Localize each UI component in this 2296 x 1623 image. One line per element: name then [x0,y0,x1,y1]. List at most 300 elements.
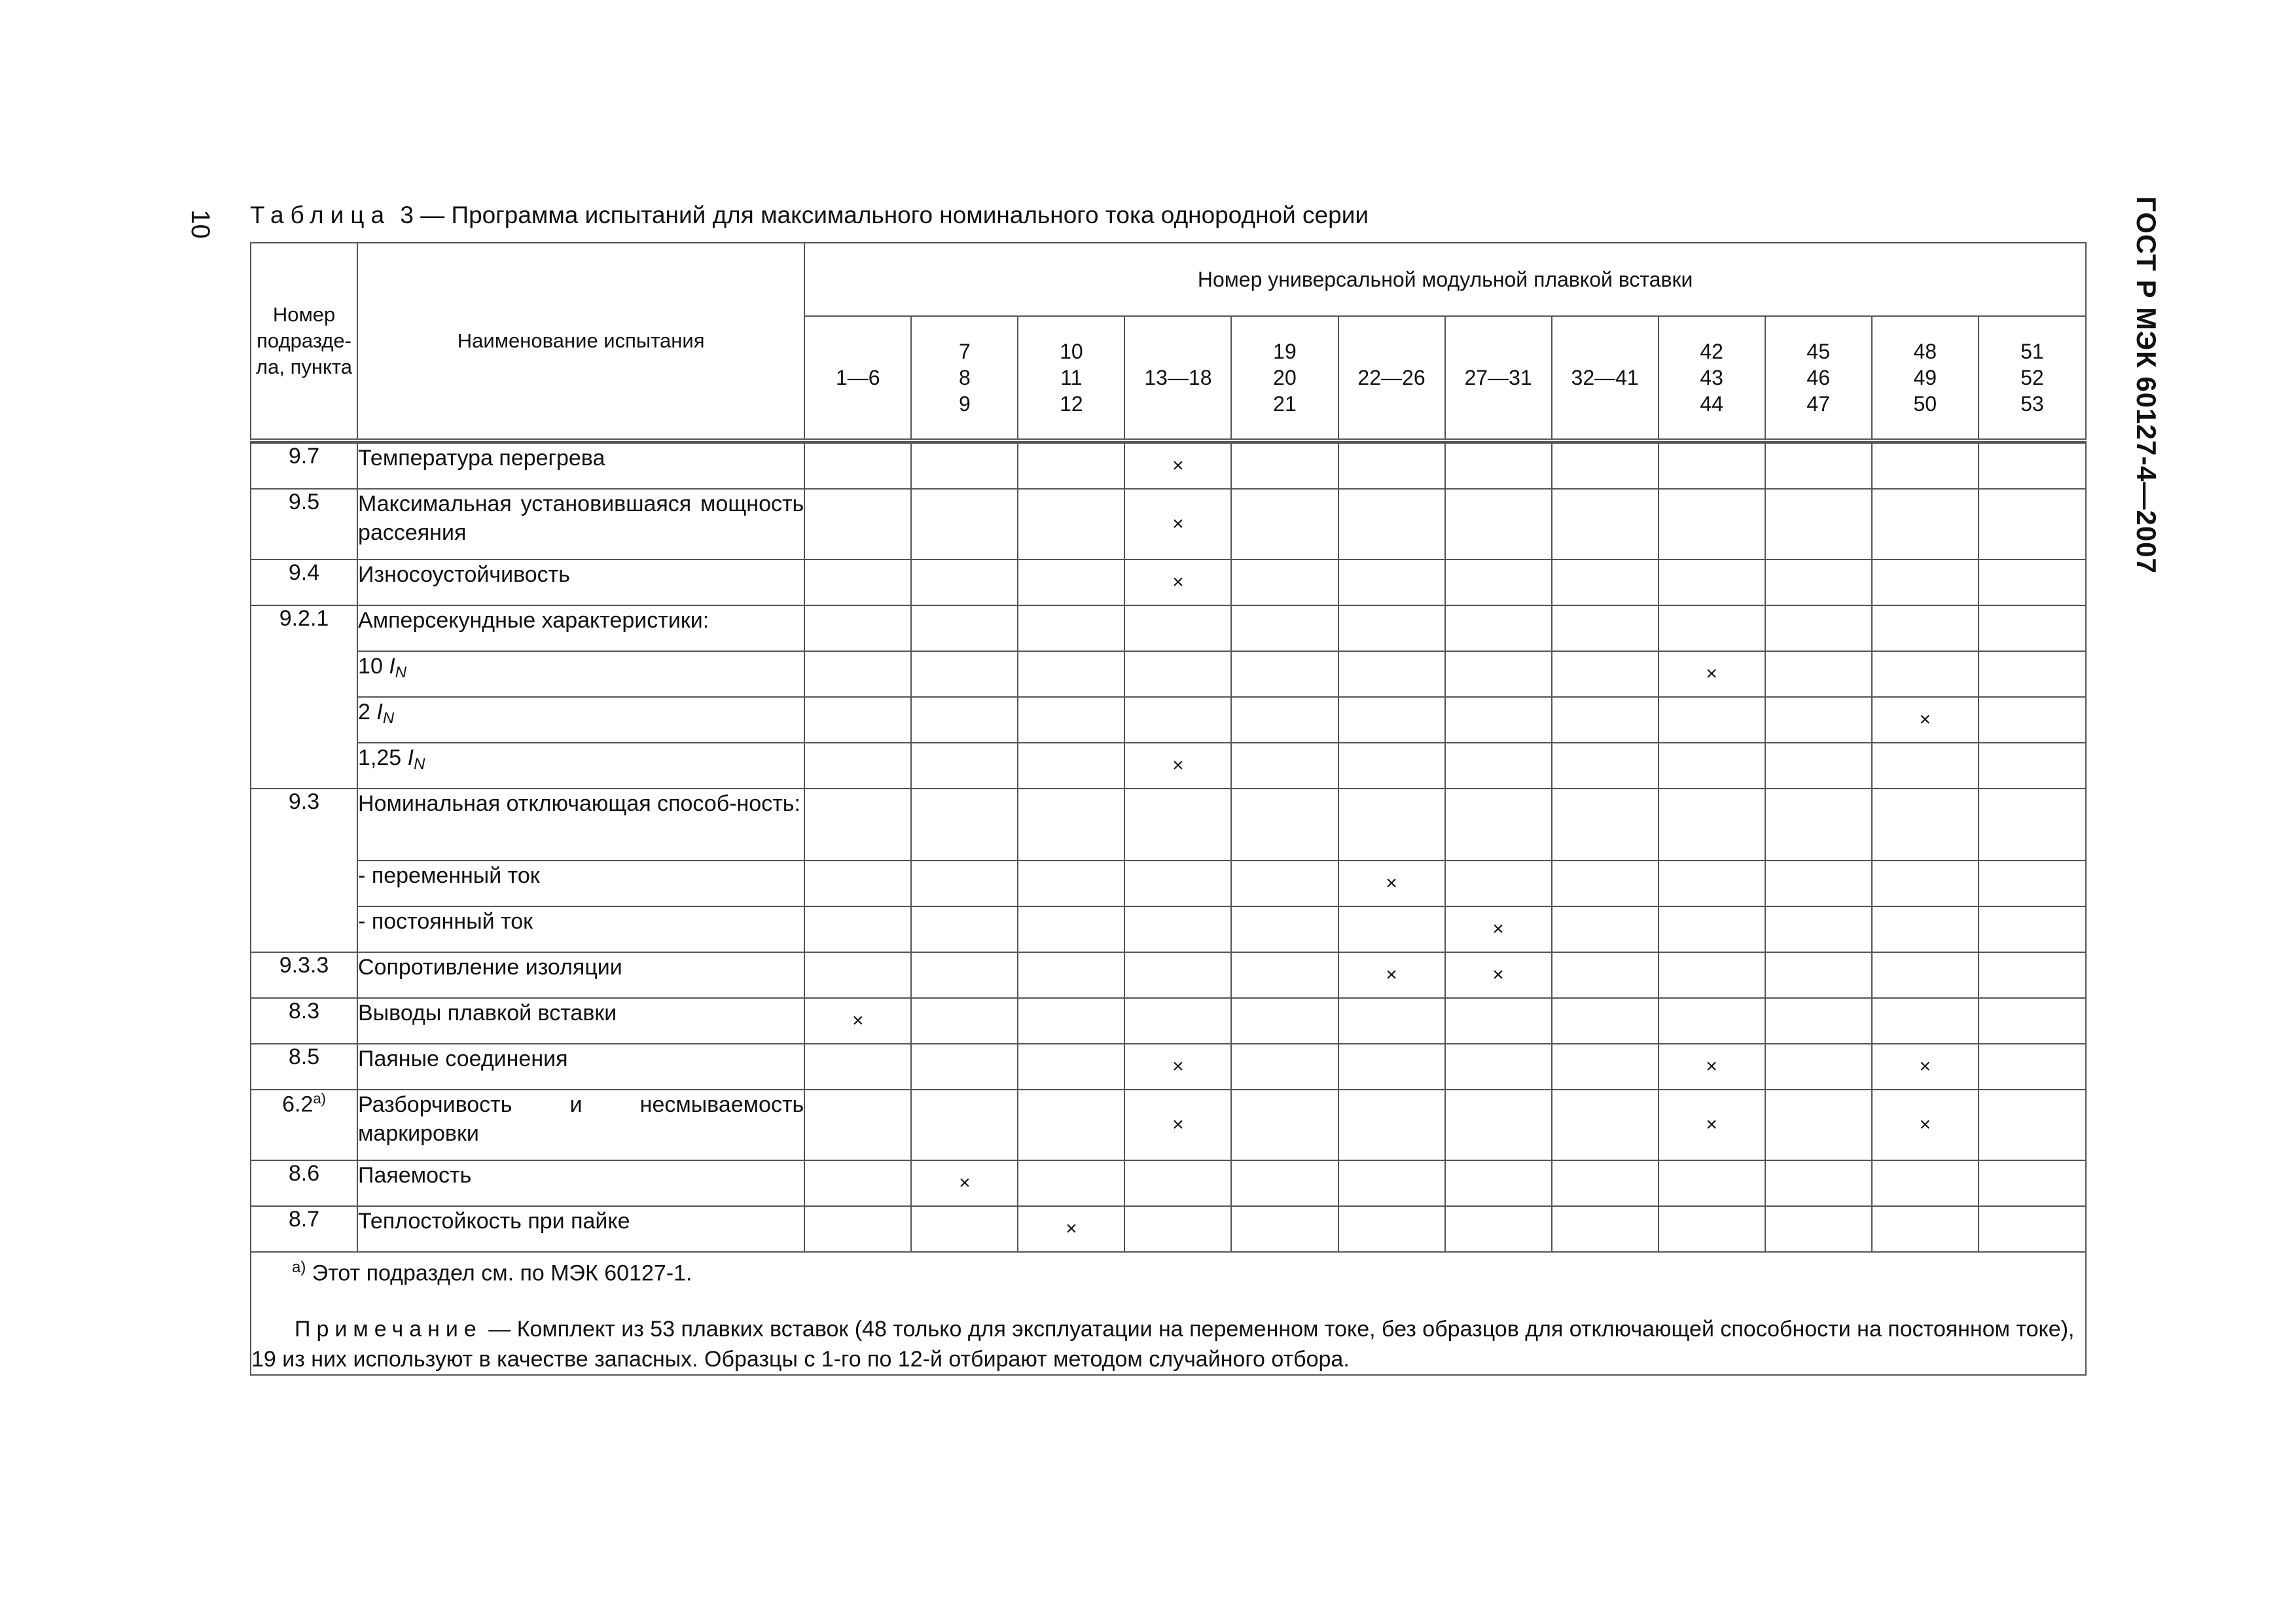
table-row [251,1090,2086,1160]
test-name-cell [357,743,804,789]
mark-cell [1552,1160,1659,1206]
mark-cell [1124,651,1231,697]
table-row [251,861,2086,906]
mark-cell [1872,906,1979,952]
footnote-reference: а) [313,1090,326,1107]
mark-cell [1765,743,1872,789]
mark-cell [1338,952,1445,998]
mark-cell [1979,697,2086,743]
mark-cell [1659,1090,1765,1160]
test-name: Сопротивление изоляции [358,955,622,980]
current-subscript: N [395,664,407,681]
test-name-cell [357,1090,804,1160]
mark-cell [1552,605,1659,651]
table-footer [251,1252,2086,1375]
test-name-cell [357,1206,804,1252]
section-number: 9.2.1 [279,606,329,631]
mark-cell [1231,605,1338,651]
current-symbol: I [376,700,383,724]
mark-cell [1552,743,1659,789]
table-body [251,443,2086,1252]
sample-header: 10 11 12 [1018,316,1124,440]
mark-cell [1979,651,2086,697]
mark-cell [1338,1090,1445,1160]
mark-cell [1979,1206,2086,1252]
test-mark: × [852,1010,864,1031]
mark-cell [1872,651,1979,697]
footnote-marker: а) [292,1258,306,1276]
mark-cell [1124,952,1231,998]
section-number: 9.3.3 [279,953,329,978]
mark-cell [1018,1090,1124,1160]
mark-cell [1124,906,1231,952]
section-number-cell [251,998,357,1044]
mark-cell [1124,1206,1231,1252]
sample-header: 19 20 21 [1231,316,1338,440]
mark-cell [1659,1206,1765,1252]
mark-cell [1765,906,1872,952]
test-name: Номинальная отключающая способ-ность: [358,791,800,816]
section-number: 8.6 [288,1161,320,1186]
mark-cell [1979,789,2086,861]
mark-cell [1765,1206,1872,1252]
mark-cell [911,952,1018,998]
mark-cell [1765,443,1872,489]
mark-cell [804,489,911,560]
mark-cell [911,1044,1018,1090]
mark-cell [1979,906,2086,952]
mark-cell [1445,789,1552,861]
current-symbol: I [407,745,414,770]
mark-cell [1231,789,1338,861]
mark-cell [1231,743,1338,789]
section-number-cell [251,605,357,789]
mark-cell [1018,560,1124,605]
test-mark: × [1919,1056,1931,1077]
mark-cell [911,998,1018,1044]
mark-cell [1552,952,1659,998]
table-row [251,560,2086,605]
current-multiplier: 2 [358,700,377,724]
mark-cell [1979,861,2086,906]
mark-cell [1445,1206,1552,1252]
mark-cell [1338,489,1445,560]
test-mark: × [1172,455,1184,476]
mark-cell [1338,651,1445,697]
mark-cell [804,443,911,489]
test-name-cell [357,906,804,952]
sample-header: 51 52 53 [1979,316,2086,440]
test-mark: × [1706,663,1717,685]
mark-cell [1552,789,1659,861]
table-row [251,605,2086,651]
section-number: 9.3 [288,789,320,814]
test-name-cell [357,998,804,1044]
mark-cell [1445,560,1552,605]
mark-cell [804,743,911,789]
mark-cell [1231,952,1338,998]
mark-cell [1659,861,1765,906]
mark-cell [1552,1090,1659,1160]
mark-cell [804,697,911,743]
mark-cell [911,861,1018,906]
test-program-table [250,242,2087,1376]
mark-cell [911,443,1018,489]
mark-cell [1231,651,1338,697]
test-mark: × [1706,1056,1717,1077]
test-name-cell [357,789,804,861]
sample-header: 42 43 44 [1659,316,1765,440]
mark-cell [1979,443,2086,489]
mark-cell [1659,952,1765,998]
mark-cell [911,560,1018,605]
test-mark: × [1706,1114,1717,1135]
test-mark: × [1492,918,1504,940]
mark-cell [911,789,1018,861]
mark-cell [1124,1160,1231,1206]
mark-cell [1659,605,1765,651]
mark-cell [1338,1044,1445,1090]
mark-cell [804,651,911,697]
mark-cell [911,1160,1018,1206]
test-name-cell [357,605,804,651]
mark-cell [1872,743,1979,789]
section-number: 9.5 [288,490,320,514]
section-number-cell [251,560,357,605]
sample-header: 32—41 [1552,316,1659,440]
mark-cell [1659,443,1765,489]
mark-cell [1338,743,1445,789]
mark-cell [1872,952,1979,998]
page-number: 10 [185,209,215,239]
mark-cell [1552,861,1659,906]
test-mark: × [1172,1114,1184,1135]
section-number-cell [251,443,357,489]
mark-cell [804,1044,911,1090]
mark-cell [1018,743,1124,789]
test-name-cell [357,443,804,489]
mark-cell [1231,1160,1338,1206]
mark-cell [1552,1206,1659,1252]
mark-cell [1979,1160,2086,1206]
mark-cell [1659,998,1765,1044]
mark-cell [1979,952,2086,998]
test-name: - постоянный ток [358,909,533,934]
test-name: Износоустойчивость [358,562,570,587]
mark-cell [1124,998,1231,1044]
mark-cell [1659,489,1765,560]
mark-cell [804,605,911,651]
mark-cell [1124,789,1231,861]
mark-cell [1765,998,1872,1044]
mark-cell [911,906,1018,952]
test-name: Выводы плавкой вставки [358,1001,617,1026]
mark-cell [911,489,1018,560]
mark-cell [911,743,1018,789]
section-number-cell [251,952,357,998]
mark-cell [1124,605,1231,651]
mark-cell [1124,861,1231,906]
mark-cell [1979,489,2086,560]
table-row [251,998,2086,1044]
mark-cell [1659,743,1765,789]
note-text: — Комплект из 53 плавких вставок (48 только для эксплуатации на переменном токе, без образцов для отключающей способности на постоянном токе), 19 из них используют в качестве запасных. Образцы с 1-го по 12-й отбирают методом случайного отбора. [251,1317,2075,1372]
mark-cell [1659,651,1765,697]
mark-cell [1872,998,1979,1044]
mark-cell [1124,743,1231,789]
mark-cell [1979,1044,2086,1090]
table-row [251,651,2086,697]
mark-cell [1231,1206,1338,1252]
section-number: 9.7 [288,444,320,469]
mark-cell [1338,560,1445,605]
mark-cell [1872,861,1979,906]
current-subscript: N [382,709,395,727]
mark-cell [1124,443,1231,489]
test-name: Температура перегрева [358,446,605,471]
test-mark: × [1919,1114,1931,1135]
test-name: Амперсекундные характеристики: [358,608,709,633]
test-name-cell [357,1160,804,1206]
mark-cell [1765,697,1872,743]
mark-cell [1231,861,1338,906]
footnote-text: Этот подраздел см. по МЭК 60127-1. [312,1260,692,1286]
mark-cell [1872,1206,1979,1252]
mark-cell [911,697,1018,743]
test-mark: × [1172,1056,1184,1077]
mark-cell [1231,906,1338,952]
note [251,1314,2085,1374]
sample-header: 7 8 9 [911,316,1018,440]
test-name-cell [357,651,804,697]
mark-cell [1765,605,1872,651]
mark-cell [1231,560,1338,605]
section-number: 8.3 [288,999,320,1024]
mark-cell [1765,651,1872,697]
table-row [251,1206,2086,1252]
mark-cell [1659,1160,1765,1206]
mark-cell [1018,489,1124,560]
mark-cell [1765,1090,1872,1160]
mark-cell [1872,1160,1979,1206]
mark-cell [1338,1206,1445,1252]
mark-cell [1552,560,1659,605]
mark-cell [911,1090,1018,1160]
mark-cell [1872,560,1979,605]
test-mark: × [1386,872,1397,894]
section-number-cell [251,1090,357,1160]
mark-cell [1765,560,1872,605]
mark-cell [1124,560,1231,605]
mark-cell [804,906,911,952]
mark-cell [1018,443,1124,489]
table-row [251,743,2086,789]
note-label: Примечание [295,1317,482,1342]
mark-cell [1445,489,1552,560]
mark-cell [1445,1090,1552,1160]
mark-cell [1552,697,1659,743]
sample-header: 48 49 50 [1872,316,1979,440]
mark-cell [1552,906,1659,952]
current-symbol: I [389,654,395,679]
mark-cell [1338,906,1445,952]
mark-cell [1445,1160,1552,1206]
mark-cell [911,605,1018,651]
test-mark: × [1172,755,1184,776]
table-row [251,489,2086,560]
mark-cell [1018,605,1124,651]
mark-cell [1018,697,1124,743]
section-number: 6.2 [282,1092,314,1117]
mark-cell [1552,489,1659,560]
mark-cell [1124,489,1231,560]
section-number-cell [251,1044,357,1090]
mark-cell [1018,998,1124,1044]
mark-cell [1231,697,1338,743]
mark-cell [1445,651,1552,697]
mark-cell [1872,1044,1979,1090]
mark-cell [1338,697,1445,743]
mark-cell [804,1090,911,1160]
current-multiplier: 10 [358,654,389,679]
mark-cell [1445,605,1552,651]
test-name: Максимальная установившаяся мощность рассеяния [358,491,804,545]
mark-cell [1765,952,1872,998]
mark-cell [1552,1044,1659,1090]
mark-cell [804,952,911,998]
mark-cell [1231,489,1338,560]
test-name: Теплостойкость при пайке [358,1209,630,1234]
mark-cell [1765,789,1872,861]
section-number-cell [251,489,357,560]
mark-cell [1231,1090,1338,1160]
mark-cell [804,1206,911,1252]
mark-cell [911,651,1018,697]
mark-cell [1979,998,2086,1044]
mark-cell [804,789,911,861]
mark-cell [1231,1044,1338,1090]
footnote [251,1253,2085,1288]
header-section-number: Номер подразде-ла, пункта [251,243,357,440]
mark-cell [1979,1090,2086,1160]
caption-number: 3 [400,202,414,228]
mark-cell [1659,789,1765,861]
mark-cell [1445,952,1552,998]
mark-cell [1659,906,1765,952]
mark-cell [1445,998,1552,1044]
mark-cell [1765,489,1872,560]
test-name-cell [357,489,804,560]
mark-cell [1338,1160,1445,1206]
test-name: - переменный ток [358,863,540,888]
caption-label: Таблица [250,202,391,228]
mark-cell [1018,861,1124,906]
mark-cell [1338,998,1445,1044]
mark-cell [1231,443,1338,489]
test-mark: × [1492,964,1504,986]
mark-cell [1659,560,1765,605]
mark-cell [804,861,911,906]
test-name-cell [357,1044,804,1090]
standard-designation: ГОСТ Р МЭК 60127-4—2007 [2131,196,2162,574]
mark-cell [1872,605,1979,651]
mark-cell [1124,1090,1231,1160]
sample-header: 13—18 [1124,316,1231,440]
test-mark: × [1386,964,1397,986]
mark-cell [1445,697,1552,743]
mark-cell [1552,651,1659,697]
mark-cell [804,1160,911,1206]
test-name-cell [357,560,804,605]
mark-cell [1979,605,2086,651]
mark-cell [1872,789,1979,861]
mark-cell [1659,1044,1765,1090]
test-mark: × [1172,513,1184,535]
mark-cell [911,1206,1018,1252]
mark-cell [1445,443,1552,489]
mark-cell [1124,1044,1231,1090]
mark-cell [1338,789,1445,861]
mark-cell [1338,443,1445,489]
mark-cell [804,560,911,605]
table-row [251,1160,2086,1206]
test-name-cell [357,952,804,998]
mark-cell [1872,489,1979,560]
mark-cell [1338,605,1445,651]
mark-cell [1872,443,1979,489]
mark-cell [1018,789,1124,861]
section-number-cell [251,1160,357,1206]
mark-cell [804,998,911,1044]
mark-cell [1231,998,1338,1044]
mark-cell [1445,743,1552,789]
test-name-cell [357,697,804,743]
table-row [251,789,2086,861]
test-name: Паяные соединения [358,1046,568,1071]
mark-cell [1018,952,1124,998]
mark-cell [1018,1160,1124,1206]
table-row [251,443,2086,489]
mark-cell [1765,861,1872,906]
test-mark: × [959,1172,971,1194]
mark-cell [1659,697,1765,743]
mark-cell [1018,906,1124,952]
test-mark: × [1919,709,1931,730]
caption-title: — Программа испытаний для максимального номинального тока однородной серии [413,202,1369,228]
table-caption [250,202,1369,229]
header-test-name: Наименование испытания [357,243,804,440]
table-row [251,697,2086,743]
section-number-cell [251,1206,357,1252]
test-name: Разборчивость и несмываемость маркировки [358,1092,804,1146]
test-mark: × [1172,571,1184,593]
table-row [251,952,2086,998]
table-row [251,906,2086,952]
mark-cell [1552,998,1659,1044]
mark-cell [1872,697,1979,743]
current-multiplier: 1,25 [358,745,408,770]
mark-cell [1979,560,2086,605]
mark-cell [1018,1044,1124,1090]
mark-cell [1552,443,1659,489]
test-name-cell [357,861,804,906]
table-row [251,1044,2086,1090]
mark-cell [1765,1160,1872,1206]
header-sample-group: Номер универсальной модульной плавкой вставки [804,243,2086,316]
mark-cell [1124,697,1231,743]
section-number: 8.7 [288,1207,320,1232]
test-mark: × [1066,1218,1077,1240]
